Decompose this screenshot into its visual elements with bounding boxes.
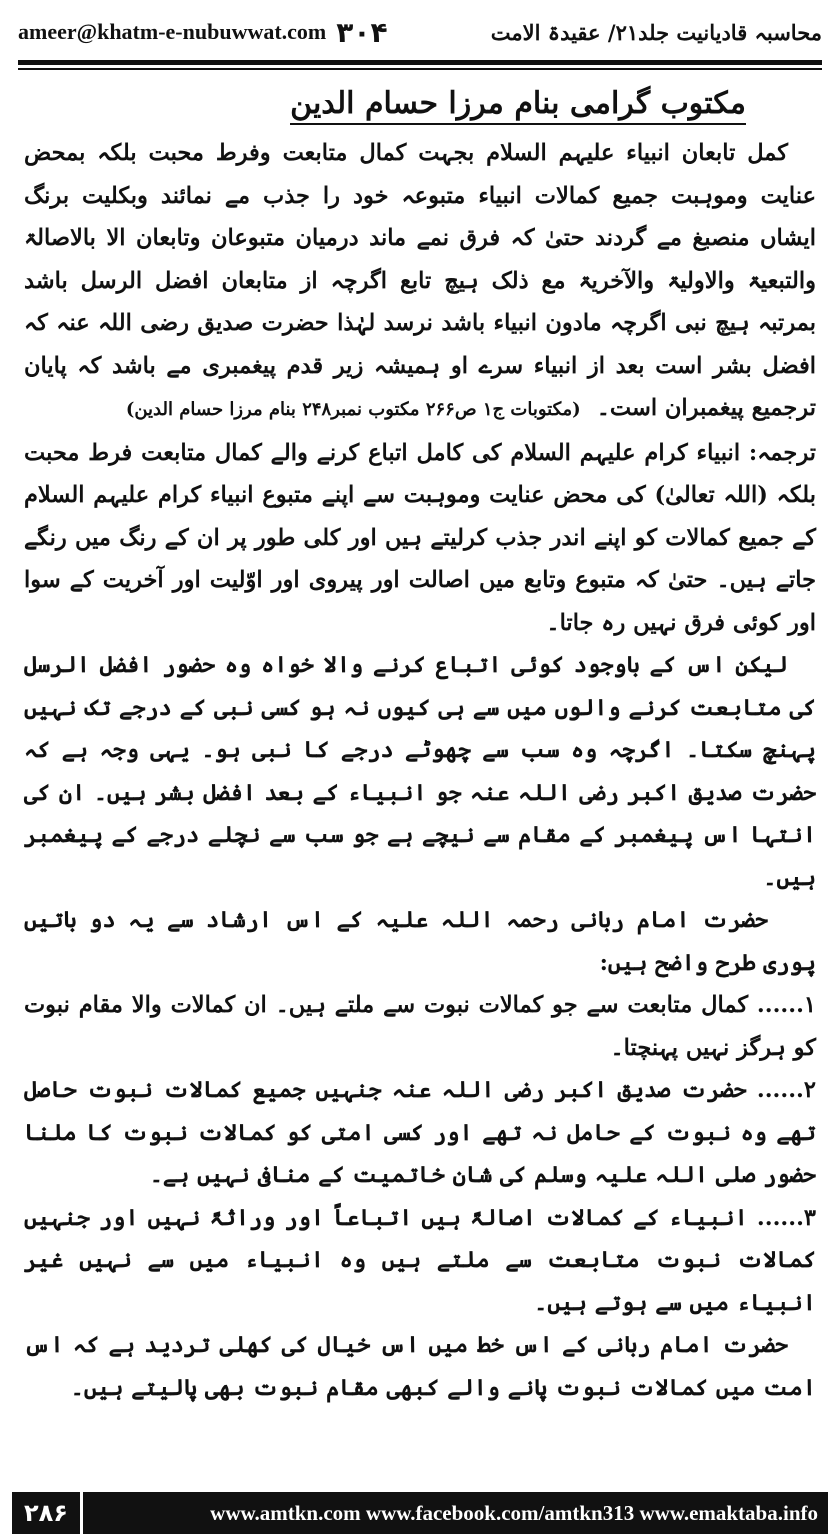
footer-websites: www.amtkn.com www.facebook.com/amtkn313 www.emaktaba.info (210, 1500, 818, 1525)
point-2: ۲...... حضرت صدیق اکبر رضی اللہ عنہ جنہیں جمیع کمالات نبوت حاصل تھے وہ نبوت کے حامل نہ تھے اور کسی امتی کو کمالات نبوت کا ملنا حضور صلی اللہ علیہ وسلم کی شان خاتمیت کے منافی نہیں ہے۔ (24, 1069, 816, 1197)
letter-heading: مکتوب گرامی بنام مرزا حسام الدین (24, 82, 816, 126)
translation-paragraph: ترجمہ: انبیاء کرام علیہم السلام کی کامل اتباع کرنے والے کمال متابعت فرط محبت بلکہ (اللہ تعالیٰ) کی محض عنایت وموہبت سے اپنے متبوع انبیاء کرام علیہم السلام کے جمیع کمالات کو اپنے اندر جذب کرلیتے ہیں اور کلی طور پر ان کے رنگ میں رنگے جاتے ہیں۔ حتیٰ کہ متبوع وتابع میں اصالت اور پیروی اور اوّلیت اور آخریت کے سوا اور کوئی فرق نہیں رہ جاتا۔ (24, 439, 816, 636)
persian-quote: کمل تابعان انبیاء علیہم السلام بجہت کمال متابعت وفرط محبت بلکہ بمحض عنایت وموہبت جمیع کمالات انبیاء متبوعہ خود را جذب مے نمائند وبکلیت برنگ ایشاں منصبغ مے گردند حتیٰ کہ فرق نمے ماند درمیان متبوعان وتابعان الا بالاصالۃ والتبعیۃ والاولیۃ والآخریۃ مع ذلک ہیچ تابع اگرچہ از متابعان افضل الرسل باشد بمرتبہ ہیچ نبی اگرچہ مادون انبیاء باشد نرسد لہٰذا حضرت صدیق رضی اللہ عنہ کہ افضل بشر است بعد از انبیاء سرے او ہمیشہ زیر قدم پیغمبری مے باشد کہ پایان ترجمیع پیغمبران است۔(مکتوبات ج۱ ص۲۶۶ مکتوب نمبر۲۴۸ بنام مرزا حسام الدین) (24, 140, 816, 421)
point-1-number: ۱...... (756, 992, 817, 1018)
header-left (18, 16, 388, 49)
footer-page-number: ۲۸۶ (12, 1492, 83, 1534)
explanation-paragraph: لیکن اس کے باوجود کوئی اتباع کرنے والا خواہ وہ حضور افضل الرسل کی متابعت کرنے والوں میں سے ہی کیوں نہ ہو کسی نبی کے درجے تک نہیں پہنچ سکتا۔ اگرچہ وہ سب سے چھوٹے درجے کا نبی ہو۔ یہی وجہ ہے کہ حضرت صدیق اکبر رضی اللہ عنہ جو انبیاء کے بعد افضل بشر ہیں۔ ان کی انتہا اس پیغمبر کے مقام سے نیچے ہے جو سب سے نچلے درجے کے پیغمبر ہیں۔ (24, 652, 816, 891)
header-rule-thin (18, 68, 822, 70)
header-rule-thick (18, 60, 822, 65)
citation: (مکتوبات ج۱ ص۲۶۶ مکتوب نمبر۲۴۸ بنام مرزا حسام الدین) (125, 399, 581, 420)
point-1: ۱...... کمال متابعت سے جو کمالات نبوت سے ملتے ہیں۔ ان کمالات والا مقام نبوت کو ہرگز نہیں پہنچتا۔ (24, 984, 816, 1069)
header-book-title: محاسبہ قادیانیت جلد۲۱/ عقیدۃ الامت (490, 19, 822, 45)
header-email: ameer@khatm-e-nubuwwat.com (18, 19, 327, 44)
point-3-number: ۳...... (756, 1204, 816, 1231)
point-3: ۳...... انبیاء کے کمالات اصالۃً ہیں اتباعاً اور وراثۃً نہیں اور جنہیں کمالات نبوت متابعت سے ملتے ہیں وہ انبیاء میں سے نہیں غیر انبیاء میں سے ہوتے ہیں۔ (24, 1197, 816, 1325)
page-header (18, 8, 822, 56)
points-intro: حضرت امام ربانی رحمہ اللہ علیہ کے اس ارشاد سے یہ دو باتیں پوری طرح واضح ہیں: (24, 907, 816, 976)
page-footer (12, 1492, 828, 1534)
point-2-number: ۲...... (756, 1077, 816, 1103)
page-body (24, 82, 816, 1409)
closing-paragraph: حضرت امام ربانی کے اس خط میں اس خیال کی کھلی تردید ہے کہ اس امت میں کمالات نبوت پانے والے کبھی مقام نبوت بھی پالیتے ہیں۔ (24, 1332, 816, 1401)
header-page-number: ۳۰۴ (336, 15, 388, 49)
